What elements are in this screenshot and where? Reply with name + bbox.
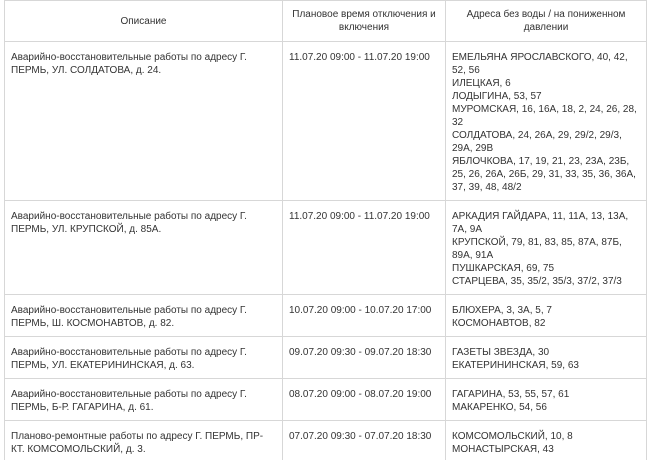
cell-planned-time: 09.07.20 09:30 - 09.07.20 18:30: [283, 337, 446, 379]
address-line: КОМСОМОЛЬСКИЙ, 10, 8: [452, 431, 573, 442]
address-line: ЛОДЫГИНА, 53, 57: [452, 91, 542, 102]
address-line: ПУШКАРСКАЯ, 69, 75: [452, 263, 555, 274]
cell-planned-time: 10.07.20 09:00 - 10.07.20 17:00: [283, 295, 446, 337]
address-line: МУРОМСКАЯ, 16, 16А, 18, 2, 24, 26, 28, 32: [452, 104, 637, 128]
address-line: ИЛЕЦКАЯ, 6: [452, 78, 511, 89]
cell-planned-time: 11.07.20 09:00 - 11.07.20 19:00: [283, 42, 446, 201]
cell-addresses: [446, 421, 647, 460]
address-line: МАКАРЕНКО, 54, 56: [452, 402, 547, 413]
address-line: АРКАДИЯ ГАЙДАРА, 11, 11А, 13, 13А, 7А, 9А: [452, 211, 629, 235]
table-header-row: [5, 1, 647, 42]
address-line: ГАГАРИНА, 53, 55, 57, 61: [452, 389, 570, 400]
cell-planned-time: 11.07.20 09:00 - 11.07.20 19:00: [283, 201, 446, 295]
outages-table: [4, 0, 647, 460]
table-row: [5, 295, 647, 337]
address-line: МОНАСТЫРСКАЯ, 43: [452, 444, 554, 455]
cell-addresses: [446, 201, 647, 295]
address-line: ЕМЕЛЬЯНА ЯРОСЛАВСКОГО, 40, 42, 52, 56: [452, 52, 628, 76]
cell-description: Аварийно-восстановительные работы по адресу Г. ПЕРМЬ, Б-Р. ГАГАРИНА, д. 61.: [5, 379, 283, 421]
cell-addresses: [446, 42, 647, 201]
cell-description: Аварийно-восстановительные работы по адресу Г. ПЕРМЬ, УЛ. СОЛДАТОВА, д. 24.: [5, 42, 283, 201]
table-row: [5, 337, 647, 379]
cell-description: Планово-ремонтные работы по адресу Г. ПЕРМЬ, ПР-КТ. КОМСОМОЛЬСКИЙ, д. 3.: [5, 421, 283, 460]
address-line: ЯБЛОЧКОВА, 17, 19, 21, 23, 23А, 23Б, 25, 26, 26А, 26Б, 29, 31, 33, 35, 36, 36А, 37, 39, 48, 48/2: [452, 156, 636, 193]
cell-description: Аварийно-восстановительные работы по адресу Г. ПЕРМЬ, УЛ. ЕКАТЕРИНИНСКАЯ, д. 63.: [5, 337, 283, 379]
address-line: КОСМОНАВТОВ, 82: [452, 318, 546, 329]
address-line: БЛЮХЕРА, 3, 3А, 5, 7: [452, 305, 552, 316]
table-row: [5, 42, 647, 201]
table-row: [5, 201, 647, 295]
cell-addresses: [446, 337, 647, 379]
table-row: [5, 421, 647, 460]
header-description: Описание: [5, 1, 283, 42]
header-addresses: Адреса без воды / на пониженном давлении: [446, 1, 647, 42]
table-row: [5, 379, 647, 421]
address-line: ГАЗЕТЫ ЗВЕЗДА, 30: [452, 347, 550, 358]
cell-addresses: [446, 379, 647, 421]
cell-description: Аварийно-восстановительные работы по адресу Г. ПЕРМЬ, Ш. КОСМОНАВТОВ, д. 82.: [5, 295, 283, 337]
address-line: СТАРЦЕВА, 35, 35/2, 35/3, 37/2, 37/3: [452, 276, 622, 287]
address-line: КРУПСКОЙ, 79, 81, 83, 85, 87А, 87Б, 89А, 91А: [452, 237, 622, 261]
address-line: СОЛДАТОВА, 24, 26А, 29, 29/2, 29/3, 29А, 29В: [452, 130, 622, 154]
header-planned-time: Плановое время отключения и включения: [283, 1, 446, 42]
cell-description: Аварийно-восстановительные работы по адресу Г. ПЕРМЬ, УЛ. КРУПСКОЙ, д. 85А.: [5, 201, 283, 295]
address-line: ЕКАТЕРИНИНСКАЯ, 59, 63: [452, 360, 579, 371]
cell-addresses: [446, 295, 647, 337]
cell-planned-time: 08.07.20 09:00 - 08.07.20 19:00: [283, 379, 446, 421]
cell-planned-time: 07.07.20 09:30 - 07.07.20 18:30: [283, 421, 446, 460]
